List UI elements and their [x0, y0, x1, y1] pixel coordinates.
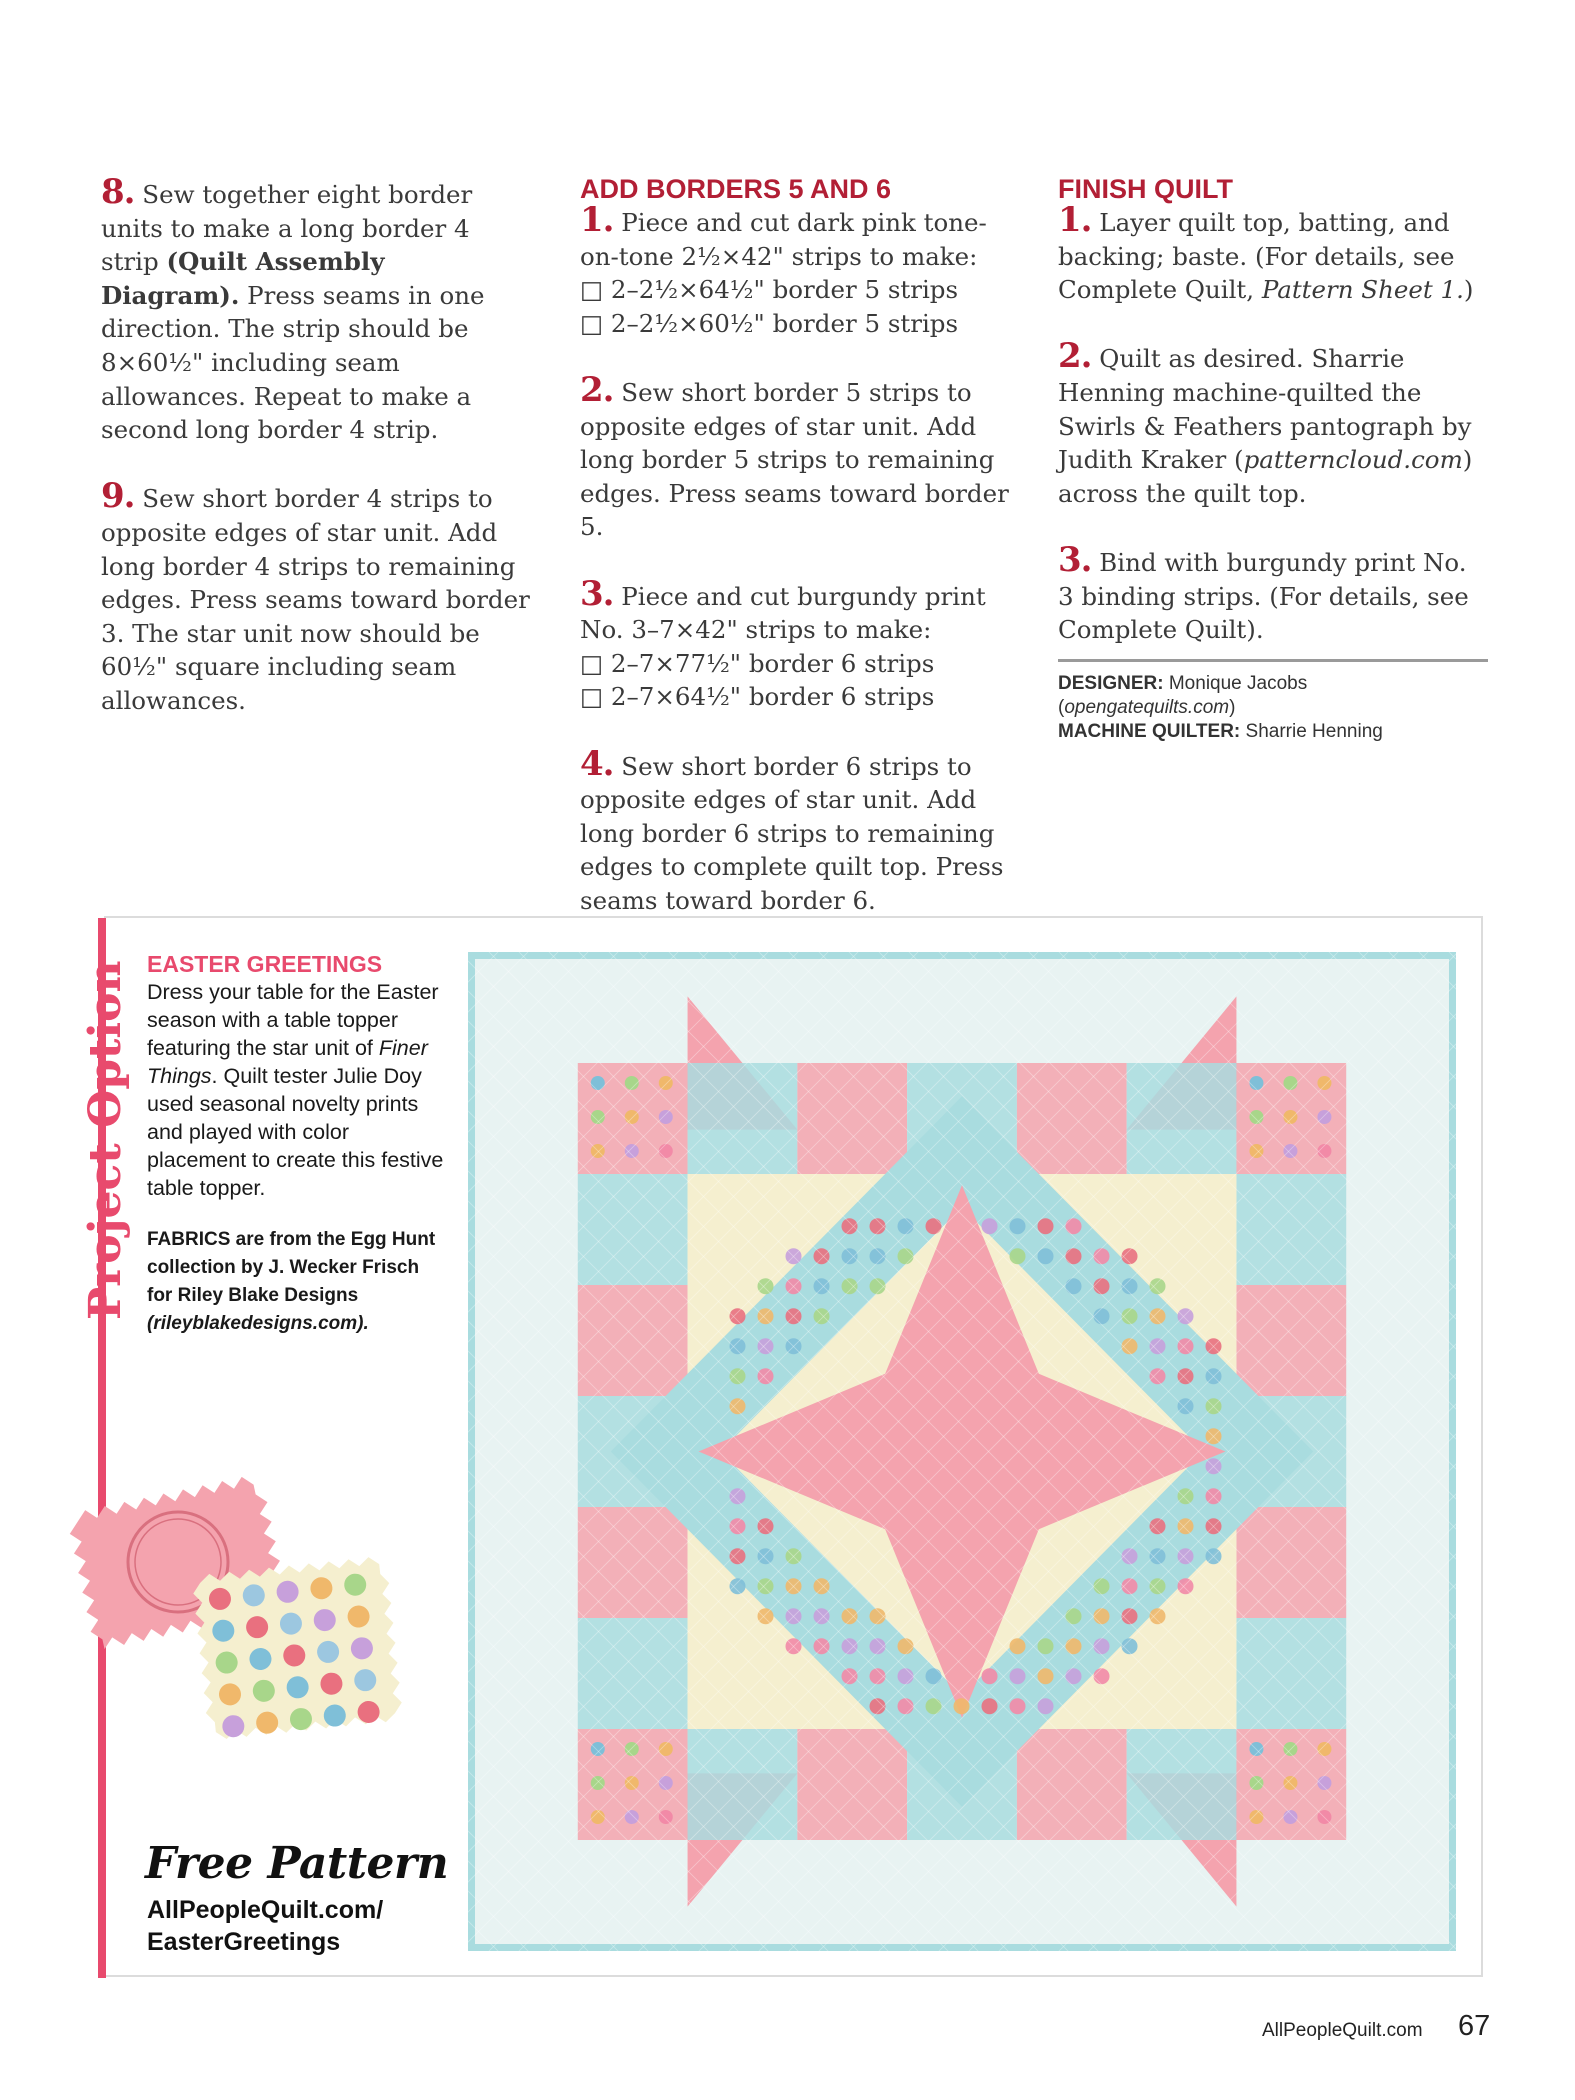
quilt-dot [1178, 1578, 1194, 1594]
quilt-dot [758, 1578, 774, 1594]
quilt-dot [1150, 1338, 1166, 1354]
quilt-dot [1094, 1578, 1110, 1594]
quilt-dot [1150, 1368, 1166, 1384]
quilt-dot [730, 1398, 746, 1414]
quilt-dot [625, 1742, 639, 1756]
step-text: Sew short border 6 strips to opposite edges of star unit. Add long border 6 strips to remaining edges to complete quilt top. Press seams toward border 6. [580, 751, 1004, 915]
diagram-reference: (Quilt Assembly Diagram). [101, 247, 385, 310]
quilt-dot [1150, 1608, 1166, 1624]
quilter-name: Sharrie Henning [1240, 720, 1383, 742]
quilt-dot [1150, 1578, 1166, 1594]
project-body [147, 978, 447, 1202]
designer-name: Monique Jacobs [1163, 672, 1308, 694]
step-2 [1058, 336, 1488, 510]
quilt-dot [1066, 1248, 1082, 1264]
step-text: Press seams in one direction. The strip should be 8×60½" including seam allowances. Repeat to make a second long border 4 strip. [101, 280, 485, 445]
quilt-patch [1127, 1729, 1237, 1840]
quilt-dot [591, 1776, 605, 1790]
quilt-dot [730, 1488, 746, 1504]
quilt-dot [730, 1578, 746, 1594]
quilt-dot [1010, 1218, 1026, 1234]
quilt-dot [1249, 1144, 1263, 1158]
quilt-dot [898, 1218, 914, 1234]
quilt-dot [1178, 1518, 1194, 1534]
quilt-dot [1178, 1398, 1194, 1414]
quilt-patch [1017, 1063, 1127, 1174]
cut-list-item: □ 2–2½×60½" border 5 strips [580, 308, 959, 338]
step-3 [1058, 539, 1488, 647]
step-text: Sew short border 4 strips to opposite edges of star unit. Add long border 4 strips to remaining edges. Press seams toward border 3. The star unit now should be 60½" square including seam allowances. [101, 484, 530, 715]
quilt-dot [758, 1278, 774, 1294]
quilt-dot [898, 1638, 914, 1654]
quilt-dot [926, 1668, 942, 1684]
quilt-dot [814, 1608, 830, 1624]
step-number: 3. [1058, 539, 1092, 580]
quilt-dot [1249, 1110, 1263, 1124]
quilt-dot [842, 1278, 858, 1294]
quilt-dot [625, 1144, 639, 1158]
quilt-patch [1236, 1507, 1346, 1618]
step-number: 3. [580, 573, 614, 614]
quilt-dot [758, 1608, 774, 1624]
quilt-dot [625, 1810, 639, 1824]
fabrics-text: are from the Egg Hunt collection by J. Wecker Frisch for Riley Blake Designs [147, 1229, 436, 1306]
quilt-dot [758, 1338, 774, 1354]
free-pattern-heading: Free Pattern [145, 1838, 449, 1889]
quilt-dot [842, 1248, 858, 1264]
step-8 [101, 172, 531, 447]
fabrics-note [147, 1226, 447, 1338]
quilt-dot [758, 1548, 774, 1564]
quilt-dot [1178, 1338, 1194, 1354]
quilt-dot [659, 1144, 673, 1158]
step-text: ) [1463, 275, 1474, 305]
quilt-dot [1317, 1076, 1331, 1090]
quilt-dot [1283, 1076, 1297, 1090]
designer-label: DESIGNER: [1058, 672, 1164, 694]
quilt-dot [842, 1218, 858, 1234]
quilt-name: Finer Things [147, 1036, 428, 1088]
cut-list-item: □ 2–7×64½" border 6 strips [580, 682, 935, 712]
quilt-dot [730, 1548, 746, 1564]
quilt-patch [1236, 1285, 1346, 1396]
body-text: Dress your table for the Easter season with a table topper featuring the star unit of [147, 980, 439, 1060]
quilt-dot [591, 1742, 605, 1756]
quilt-dot [1150, 1518, 1166, 1534]
step-1 [1058, 200, 1488, 307]
step-text: ) across the quilt top. [1058, 445, 1473, 508]
quilt-dot [842, 1668, 858, 1684]
quilt-dot [1178, 1368, 1194, 1384]
quilt-dot [1094, 1608, 1110, 1624]
page-number: 67 [1458, 2010, 1491, 2042]
quilt-dot [1283, 1110, 1297, 1124]
quilt-dot [659, 1776, 673, 1790]
divider [1058, 659, 1488, 662]
step-4 [580, 743, 1010, 918]
quilt-dot [730, 1308, 746, 1324]
quilter-label: MACHINE QUILTER: [1058, 720, 1241, 742]
credits: DESIGNER: Monique Jacobs (opengatequilts.com) MACHINE QUILTER: Sharrie Henning [1058, 672, 1383, 742]
quilt-dot [898, 1698, 914, 1714]
quilt-dot [1317, 1110, 1331, 1124]
section-heading: FINISH QUILT [1058, 174, 1233, 204]
quilt-dot [659, 1110, 673, 1124]
easter-greetings-quilt-photo [468, 952, 1456, 1951]
quilt-dot [1066, 1608, 1082, 1624]
quilt-dot [1094, 1668, 1110, 1684]
step-text: Piece and cut dark pink tone-on-tone 2½×42" strips to make: [580, 208, 987, 271]
quilt-dot [1283, 1810, 1297, 1824]
quilt-dot [814, 1248, 830, 1264]
step-number: 2. [1058, 336, 1092, 377]
quilt-patch [578, 1618, 688, 1729]
quilt-dot [1178, 1308, 1194, 1324]
quilt-dot [625, 1110, 639, 1124]
quilt-dot [730, 1338, 746, 1354]
quilt-dot [1066, 1668, 1082, 1684]
project-title: EASTER GREETINGS [147, 951, 383, 977]
footer-website: AllPeopleQuilt.com [1262, 2020, 1423, 2041]
quilt-dot [842, 1638, 858, 1654]
quilt-dot [814, 1308, 830, 1324]
step-text: Bind with burgundy print No. 3 binding strips. (For details, see Complete Quilt). [1058, 547, 1469, 645]
quilt-patch [1127, 1063, 1237, 1174]
step-number: 1. [580, 200, 614, 240]
quilt-dot [1066, 1638, 1082, 1654]
step-text: Sew short border 5 strips to opposite edges of star unit. Add long border 5 strips to remaining edges. Press seams toward border 5. [580, 377, 1009, 542]
step-1 [580, 200, 1010, 340]
quilt-dot [1010, 1698, 1026, 1714]
website-reference: patterncloud.com [1243, 445, 1463, 475]
quilt-dot [659, 1076, 673, 1090]
cut-list-item: □ 2–2½×64½" border 5 strips [580, 275, 959, 305]
free-pattern-link[interactable] [147, 1894, 383, 1958]
step-number: 1. [1058, 200, 1092, 240]
step-2 [580, 369, 1010, 544]
quilt-dot [1010, 1638, 1026, 1654]
quilt-dot [842, 1608, 858, 1624]
quilt-dot [1066, 1218, 1082, 1234]
step-number: 8. [101, 172, 135, 212]
quilt-dot [1283, 1144, 1297, 1158]
step-text: Sew together eight border units to make a long border 4 strip [101, 180, 473, 277]
instructions-column-2 [580, 176, 1010, 951]
body-text: . Quilt tester Julie Doy used seasonal novelty prints and played with color placement to create this festive table topper. [147, 1064, 444, 1200]
quilt-dot [591, 1076, 605, 1090]
quilt-dot [730, 1368, 746, 1384]
step-number: 9. [101, 476, 135, 517]
quilt-dot [1010, 1248, 1026, 1264]
quilt-dot [1178, 1488, 1194, 1504]
quilt-dot [926, 1698, 942, 1714]
instructions-column-3 [1058, 176, 1488, 744]
quilt-dot [758, 1518, 774, 1534]
instructions-column-1 [101, 172, 531, 751]
quilt-dot [1150, 1548, 1166, 1564]
project-option-label: Project Option [80, 960, 131, 1320]
quilt-dot [1094, 1278, 1110, 1294]
quilt-dot [1094, 1248, 1110, 1264]
step-text: Piece and cut burgundy print No. 3–7×42" strips to make: [580, 581, 986, 645]
quilt-dot [1010, 1668, 1026, 1684]
designer-website: opengatequilts.com [1064, 696, 1230, 718]
quilt-dot [1178, 1548, 1194, 1564]
quilt-dot [1249, 1810, 1263, 1824]
fabrics-website: (rileyblakedesigns.com). [147, 1313, 369, 1334]
quilt-dot [1317, 1742, 1331, 1756]
step-number: 4. [580, 743, 614, 784]
quilt-dot [926, 1218, 942, 1234]
quilt-dot [898, 1668, 914, 1684]
quilt-dot [814, 1638, 830, 1654]
fabric-swatches-image [68, 1462, 423, 1762]
step-number: 2. [580, 369, 614, 410]
quilt-dot [982, 1698, 998, 1714]
quilt-dot [1150, 1278, 1166, 1294]
quilt-dot [814, 1578, 830, 1594]
quilt-dot [1249, 1076, 1263, 1090]
pattern-sheet-reference: Pattern Sheet 1. [1261, 275, 1464, 305]
quilt-dot [982, 1218, 998, 1234]
quilt-dot [1094, 1308, 1110, 1324]
step-9 [101, 476, 531, 717]
polka-dot-swatch [191, 1555, 403, 1741]
cut-list-item: □ 2–7×77½" border 6 strips [580, 648, 935, 678]
step-3 [580, 573, 1010, 714]
url-line: EasterGreetings [147, 1928, 341, 1956]
quilt-dot [814, 1278, 830, 1294]
section-heading: ADD BORDERS 5 AND 6 [580, 174, 892, 204]
step-text: Quilt as desired. Sharrie Henning machine-quilted the Swirls & Feathers pantograph by Judith Kraker ( [1058, 344, 1472, 475]
quilt-dot [982, 1668, 998, 1684]
quilt-dot [1066, 1278, 1082, 1294]
quilt-dot [758, 1368, 774, 1384]
quilt-patch [1017, 1729, 1127, 1840]
quilt-dot [1094, 1638, 1110, 1654]
quilt-dot [1150, 1308, 1166, 1324]
url-line: AllPeopleQuilt.com/ [147, 1896, 384, 1924]
fabrics-label: FABRICS [147, 1229, 231, 1250]
quilt-dot [758, 1308, 774, 1324]
quilt-dot [898, 1248, 914, 1264]
project-description [147, 950, 447, 1338]
quilt-patch [578, 1174, 688, 1285]
step-text: Layer quilt top, batting, and backing; baste. (For details, see Complete Quilt, [1058, 208, 1455, 305]
quilt-dot [730, 1518, 746, 1534]
quilt-dot [659, 1810, 673, 1824]
